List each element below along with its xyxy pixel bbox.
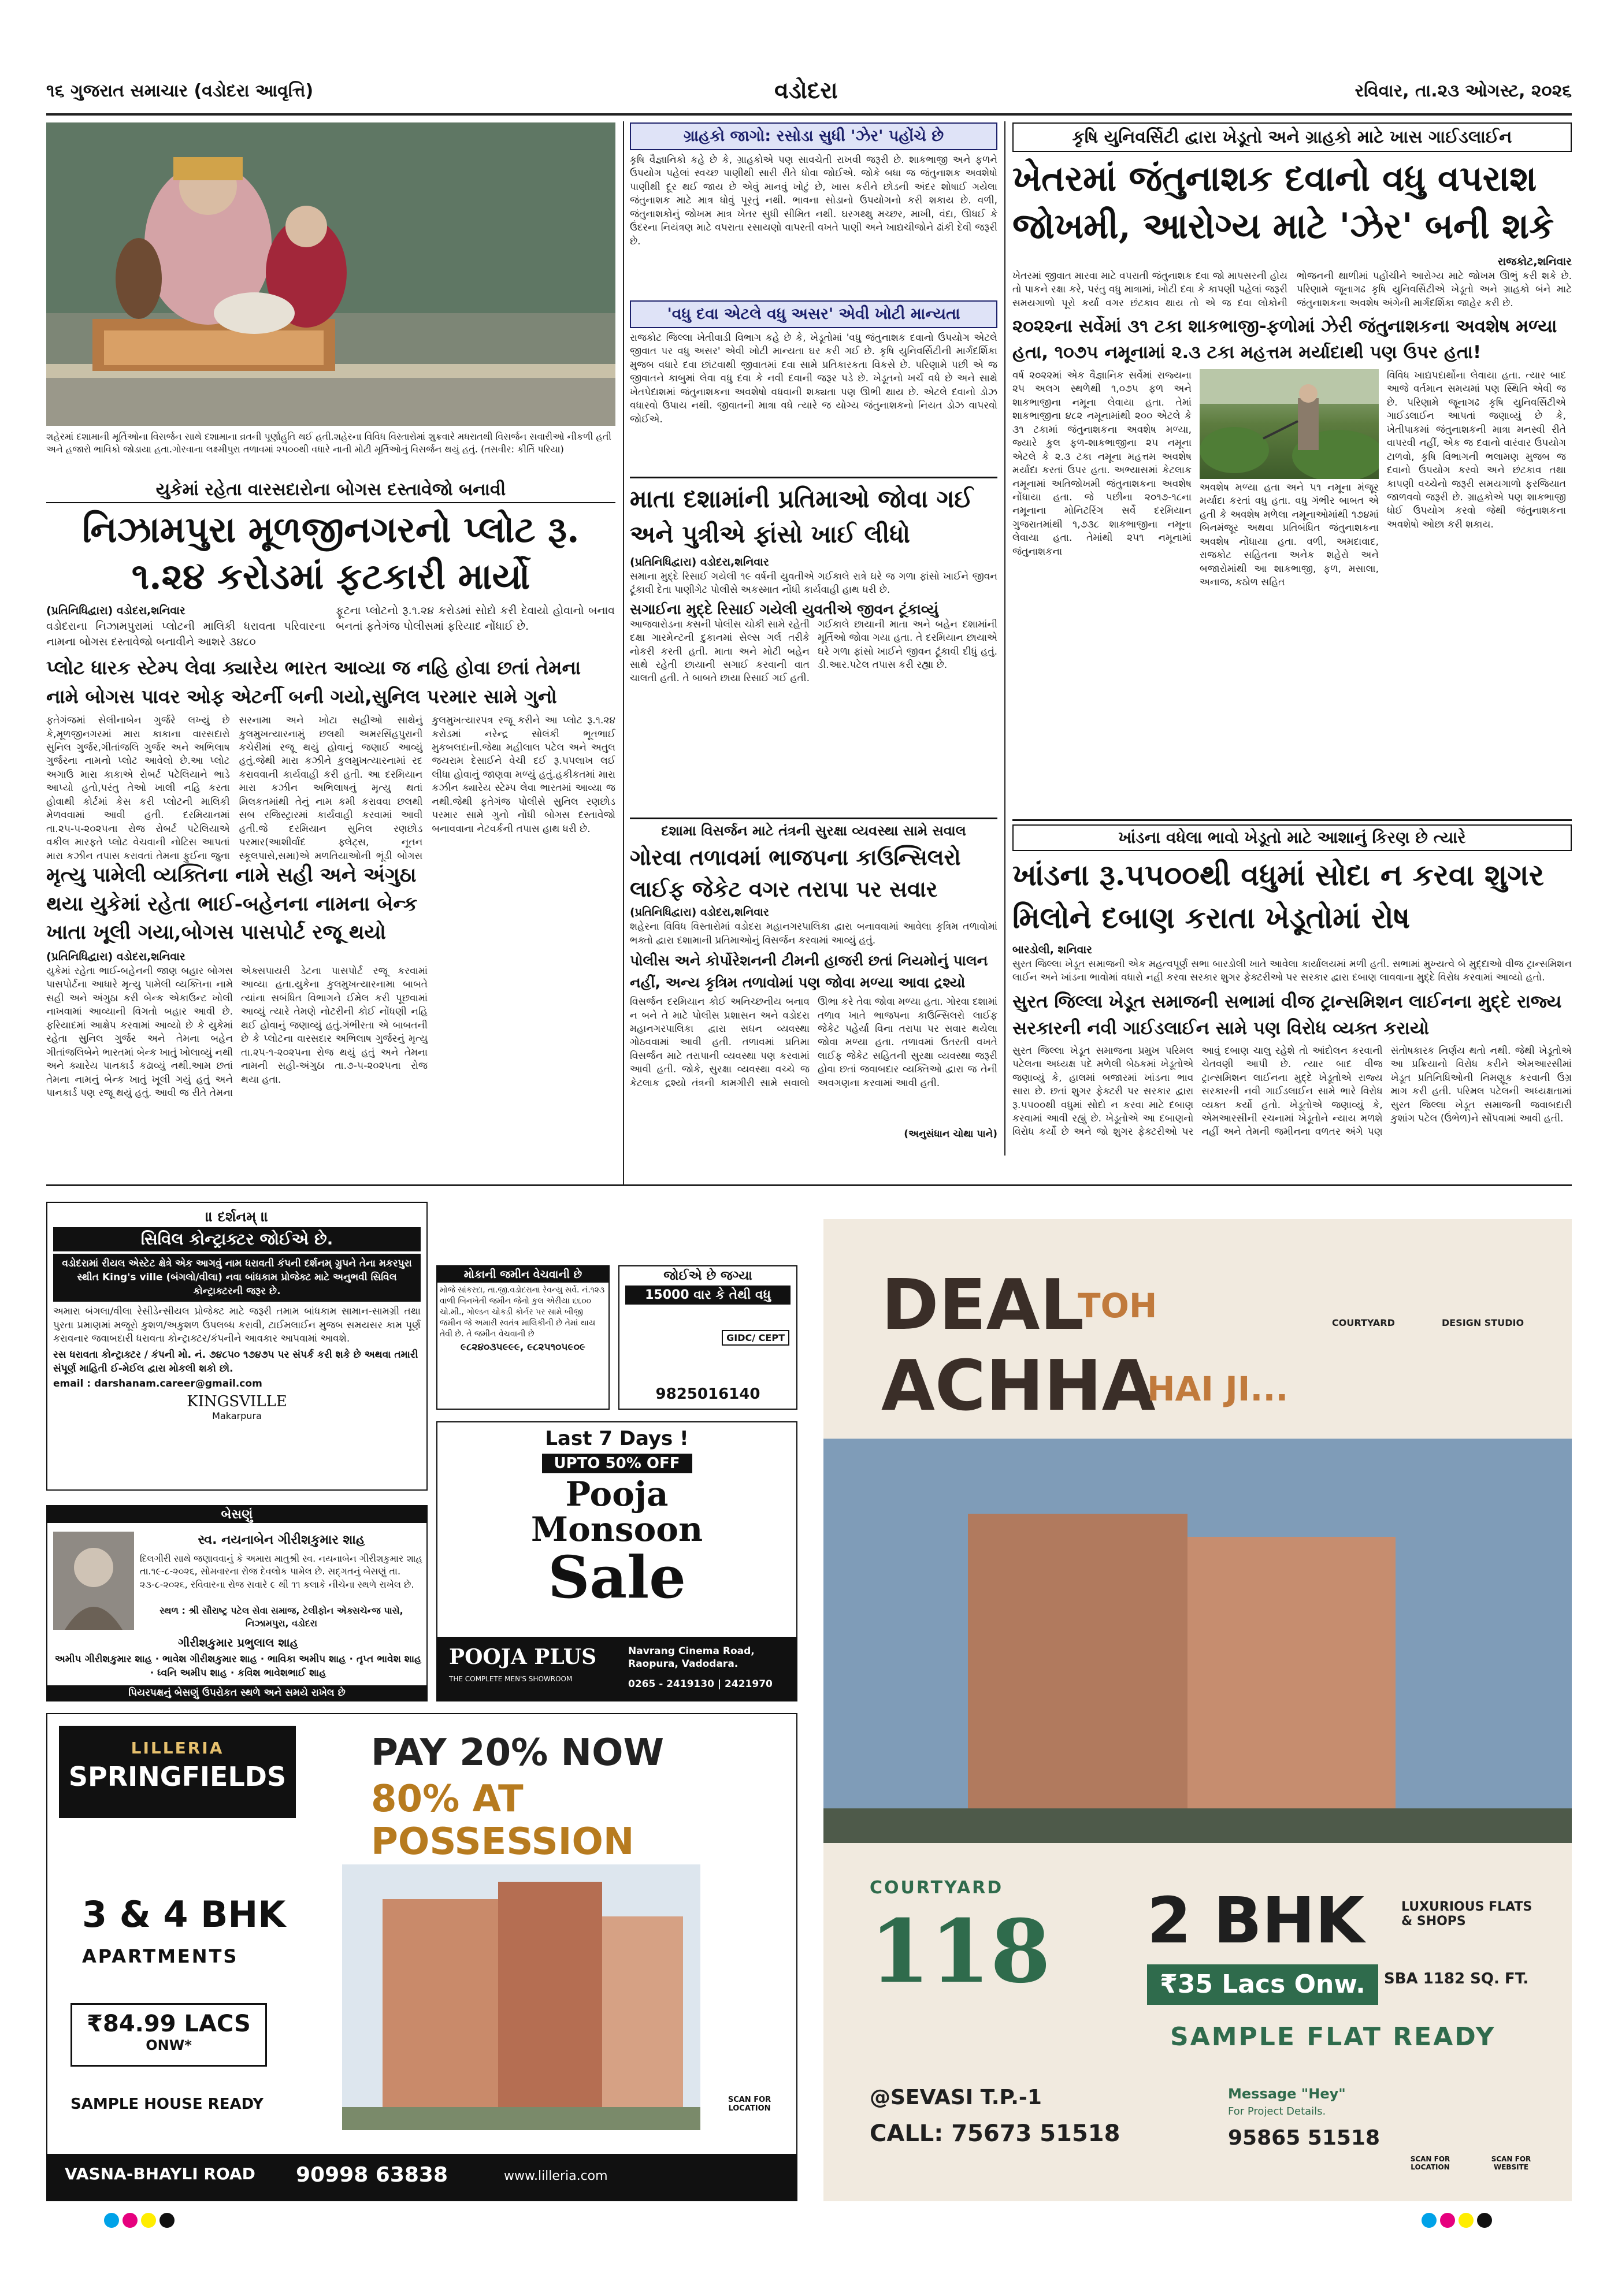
registration-dot	[1422, 2213, 1437, 2228]
immersion-photo	[46, 122, 615, 426]
lead-body1: ખેતરમાં જીવાત મારવા માટે વપરાતી જંતુનાશક દવા જો માપસરની હોય તો પાકને રક્ષા કરે, પરંતુ વધુ માત્રામાં, ખોટી દવા કે કાપણી પહેલાં જરૂરી સમયગાળો પૂરો કર્યા વગર છંટકાવ થાય તો એ જ દવા લોકોની ભોજનની થાળીમાં પહોંચીને આરોગ્ય માટે જોખમ ઊભું કરી શકે છે. પરિણામે જૂનાગઢ કૃષિ યુનિવર્સિટીએ ખેડૂતો અને ગ્રાહકો બંને માટે જંતુનાશકના અવશેષ અંગેની માર્ગદર્શિકા જાહેર કરી છે.	[1012, 270, 1572, 309]
pooja-brand-sub: THE COMPLETE MEN'S SHOWROOM	[449, 1675, 573, 1683]
city-name: વડોદરા	[774, 77, 838, 104]
story6-headline: ગોરવા તળાવમાં ભાજપના કાઉન્સિલરો લાઈફ જેકેટ વગર તરાપા પર સવાર	[630, 844, 961, 902]
story1-body1b: ફૂટના પ્લોટનો રૂ.૧.૨૪ કરોડમાં સોદો કરી દેવાયો હોવાનો બનાવ બનતાં ફતેગંજ પોલીસમાં ફરિયાદ નોંધાઈ છે.	[336, 604, 615, 633]
story7-kicker: ખાંડના વધેલા ભાવો ખેડૂતો માટે આશાનું કિરણ છે ત્યારે	[1012, 824, 1572, 851]
lilleria-apartments: APARTMENTS	[82, 1945, 239, 1967]
story4-kicker: 'વધુ દવા એટલે વધુ અસર' એવી ખોટી માન્યતા	[630, 300, 997, 328]
lilleria-sample: SAMPLE HOUSE READY	[70, 2096, 264, 2113]
courtyard-project: COURTYARD	[870, 1878, 1004, 1898]
story7-headline: ખાંડના રૂ.૫૫૦૦થી વધુમાં સોદા ન કરવા શુગર મિલોને દબાણ કરાતા ખેડૂતોમાં રોષ	[1012, 858, 1544, 935]
kingsville-place: Makarpura	[212, 1410, 262, 1422]
story5-body1: સમાના મુદ્દે રિસાઈ ગયેલી ૧૯ વર્ષની યુવતીએ ગઈકાલે રાત્રે ઘરે જ ગળા ફાંસો ખાઈને જીવન ટૂંકાવી દેતા પાણીગેટ પોલીસે અકસ્માત નોંધી કાર્યવાહી હાથ ધરી છે.	[630, 570, 997, 596]
lilleria-brand-top: LILLERIA	[131, 1738, 224, 1758]
pooja-title2: Monsoon	[530, 1509, 703, 1549]
courtyard-brand: COURTYARD	[1332, 1317, 1395, 1328]
darshanam-ad	[46, 1202, 428, 1491]
courtyard-building	[823, 1439, 1572, 1843]
pooja-address: Navrang Cinema Road, Raopura, Vadodara.	[628, 1645, 755, 1670]
obituary-family: ગીરીશકુમાર પ્રભુલાલ શાહ	[178, 1636, 298, 1649]
courtyard-sample: SAMPLE FLAT READY	[1170, 2022, 1496, 2052]
darshanam-title: ॥ દર્શનમ્ ॥	[205, 1209, 269, 1225]
lilleria-bhk: 3 & 4 BHK	[82, 1893, 286, 1935]
story7	[1012, 819, 1572, 1224]
story6-subhead: પોલીસ અને કોર્પોરેશનની ટીમની હાજરી છતાં નિયમોનું પાલન નહીં, અન્ય કૃત્રિમ તળાવોમાં પણ જોવા મળ્યા આવા દ્રશ્યો	[630, 952, 988, 991]
header-rule	[46, 113, 1572, 116]
registration-dot	[159, 2213, 175, 2228]
land-body: મોજે સાંકરદા, તા.જી.વડોદરાના રેવન્યુ સર્વે. નં.૧૨૩ વાળી બિનખેતી જમીન જેનો કુલ એરીયા ૬૬૦૦ ચો.મી., ગોલ્ડન ચોકડી કોર્નર પર સામે બીજી જમીન જે અમારી સ્વતંત્ર માલિકીની છે તેમાં થાય તેવી છે. તે જમીન વેચવાની છે	[440, 1286, 605, 1339]
courtyard-call[interactable]: CALL: 75673 51518	[870, 2120, 1120, 2147]
photo-caption: શહેરમાં દશામાની મૂર્તિઓના વિસર્જન સાથે દશામાના વ્રતની પૂર્ણાહુતિ થઈ હતી.શહેરના વિવિધ વિસ્તારોમાં શુક્રવારે મધરાતથી વિસર્જન સવારીઓ નીકળી હતી અને હજારો ભાવિકો જોડાયા હતા.ગોરવાના લક્ષ્મીપુરા તળાવમાં ૨૫૦૦થી વધારે નાની મોટી મૂર્તિઓનું વિસર્જન થયું હતું. (તસવીર: કીર્તિ પરિયા)	[46, 431, 611, 455]
space-phone: 9825016140	[655, 1385, 760, 1403]
pooja-brand: POOJA PLUS	[449, 1645, 597, 1669]
registration-dot	[141, 2213, 156, 2228]
lead-body3: અવશેષ મળ્યા હતા અને ૫૧ નમૂના મંજૂર મર્યાદા કરતાં વધુ હતા. વધુ ગંભીર બાબત એ હતી કે અવશેષ મળેલા નમૂનાઓમાંથી ૧૭૪માં બિનમંજૂર અથવા પ્રતિબંધિત જંતુનાશકના અવશેષ નોંધાયા હતા. વળી, અમદાવાદ, રાજકોટ સહિતના અનેક શહેરો અને બજારોમાંથી આ શાકભાજી, ફળ, મસાલા, અનાજ, કઠોળ સહિત	[1200, 481, 1379, 589]
story6	[630, 818, 997, 1140]
story7-dateline: બારડોલી, શનિવાર	[1012, 943, 1092, 956]
darshanam-body: વડોદરામાં રીયલ એસ્ટેટ ક્ષેત્રે એક આગવું નામ ધરાવતી કંપની દર્શનમ્ ગ્રુપને તેના મકરપુરા સ્થીત King's ville (બંગલો/વીલા) નવા બાંધકામ પ્રોજેક્ટ માટે અનુભવી સિવિલ કોન્ટ્રાક્ટરની જરૂર છે.	[53, 1254, 421, 1302]
space-wanted-ad	[618, 1265, 797, 1410]
courtyard-message-sub: For Project Details.	[1228, 2105, 1326, 2117]
registration-dot	[1440, 2213, 1455, 2228]
courtyard-deal2: TOH	[1078, 1286, 1157, 1325]
courtyard-deal1: DEAL	[881, 1265, 1084, 1346]
story3-body: કૃષિ વૈજ્ઞાનિકો કહે છે કે, ગ્રાહકોએ પણ સાવચેતી રાખવી જરૂરી છે. શાકભાજી અને ફળને ઉપયોગ પહેલાં સ્વચ્છ પાણીથી સારી રીતે ધોવા જોઈએ. જોકે બધા જ જંતુનાશક અવશેષો પાણીથી દૂર થઈ જાય છે એવું માનવું ખોટું છે, ખાસ કરીને છોડની અંદર શોષાઈ ગયેલા જંતુનાશક માટે માત્ર ધોવું પૂરતું નથી. ભાવના સોડાનો ઉપયોગનો કરી શકાય છે. વળી, જંતુનાશકોનું જોખમ માત્ર ખેતર સુધી સીમિત નથી. ઘરગથ્થુ મચ્છર, માખી, વંદા, ઊધઈ કે ઉંદરના નિયંત્રણ માટે વપરાતા રસાયણો વાપરતી વખતે પાણી અને ખાદ્યચીજોને ઢાંકી દેવી જરૂરી છે.	[630, 154, 997, 247]
lilleria-logo	[59, 1726, 296, 1818]
darshanam-body2: અમારા બંગલા/વીલા રેસીડેન્સીયલ પ્રોજેક્ટ માટે જરૂરી તમામ બાંધકામ સામાન-સામગ્રી તથા પુરતા પ્રમાણમાં મજૂરો કુશળ/અકુશળ ઉપલબ્ધ કરાવી, ટાઈમલાઈન મુજબ સમયસર કામ પૂર્ણ કરાવનાર જવાબદારી ધરાવતા કોન્ટ્રાક્ટર/કંપનીને આવકાર આપવામાં આવશે.	[53, 1306, 421, 1345]
story1-dateline: (પ્રતિનિધિદ્વારા) વડોદરા,શનિવાર	[46, 604, 185, 618]
lilleria-building	[342, 1864, 700, 2130]
story2-headline: મૃત્યુ પામેલી વ્યક્તિના નામે સહી અને અંગુઠા થયા યુકેમાં રહેતા ભાઈ-બહેનના નામના બેન્ક ખાતા ખૂલી ગયા,બોગસ પાસપોર્ટ રજૂ થયો	[46, 863, 418, 945]
lilleria-scan: SCAN FOR LOCATION	[728, 2096, 771, 2113]
story7-body2: સુરત જિલ્લા ખેડૂત સમાજના પ્રમુખ પરિમલ પટેલના અધ્યક્ષ પદે મળેલી બેઠકમાં ખેડૂતોએ જણાવ્યું કે, હાલમાં બજારમાં ખાંડના ભાવ સારા છે. છતાં શુગર ફેક્ટરી પર સરકાર દ્વારા રૂ.૫૫૦૦થી વધુમાં સોદો ન કરવા માટે દબાણ કરવામાં આવી રહ્યું છે. ખેડૂતોએ આ દબાણનો વિરોધ કર્યો છે અને જો શુગર ફેક્ટરીઓ પર આવું દબાણ ચાલુ રહેશે તો આંદોલન કરવાની ચેતવણી આપી છે. ત્યાર બાદ વીજ ટ્રાન્સમિશન લાઈનના મુદ્દે ખેડૂતોએ રાજ્ય સરકારની નવી ગાઈડલાઈન સામે ભારે વિરોધ વ્યક્ત કર્યો હતો. ખેડૂતોએ જણાવ્યું કે, એમઆરસીની રચનામાં ખેડૂતોને ન્યાય મળશે નહીં અને તેમની જમીનના વળતર અંગે પણ સંતોષકારક નિર્ણય થતો નથી. જેથી ખેડૂતોએ આ પ્રક્રિયાનો વિરોધ કરીને એમઆરસીમાં ખેડૂત પ્રતિનિધિઓની નિમણૂક કરવાની ઉગ્ર માગ કરી હતી. પરિમલ પટેલની અધ્યક્ષતામાં સુરત જિલ્લા ખેડૂત સમાજની જવાબદારી કુશાંગ પટેલ (ઉંભેળ)ને સોંપવામાં આવી હતી.	[1012, 1045, 1572, 1138]
story1-headline: નિઝામપુરા મૂળજીનગરનો પ્લોટ રૂ. ૧.૨૪ કરોડમાં ફટકારી માર્યો	[82, 508, 580, 597]
story5-body2: આજવારોડના કસની પોલીસ ચોકી સામે રહેતી દક્ષા ગારમેન્ટની દુકાનમાં સેલ્સ ગર્લ તરીકે નોકરી કરતી હતી. માતા અને મોટી બહેન સાથે રહેતી છાયાની સગાઈ કરવાની વાત ચાલતી હતી. તે બાબતે છાયા રિસાઈ ગઈ હતી. ગઈકાલે છાયાની માતા અને બહેન દશામાંની મૂર્તિઓ જોવા ગયા હતા. તે દરમિયાન છાયાએ ઘરે ગળા ફાંસો ખાઈને જીવન ટૂંકાવી દીધું હતું. ડી.આર.પટેલ તપાસ કરી રહ્યા છે.	[630, 618, 997, 685]
pooja-sale-ad	[436, 1421, 797, 1701]
story6-body1: શહેરના વિવિધ વિસ્તારોમાં વડોદરા મહાનગરપાલિકા દ્વારા બનાવવામાં આવેલા કૃત્રિમ તળાવોમાં ભક્તો દ્વારા દશામાની પ્રતિમાઓનું વિસર્જન કરવામાં આવ્યું હતું.	[630, 921, 997, 946]
darshanam-contact: રસ ધરાવતા કોન્ટ્રાક્ટર / કંપની મો. નં. ૭૪૮૫૦ ૧૭૪૭૫ પર સંપર્ક કરી શકે છે અથવા તમારી સંપૂર્ણ માહિતી ઈ-મેઈલ દ્વારા મોકલી શકો છો.	[53, 1348, 418, 1374]
courtyard-number: 118	[870, 1901, 1051, 2003]
courtyard-bhk: 2 BHK	[1147, 1883, 1364, 1957]
lilleria-price-sub: ONW*	[146, 2037, 192, 2053]
story3-kicker: ગ્રાહકો જાગો: રસોડા સુધી 'ઝેર' પહોંચે છે	[630, 122, 997, 150]
lilleria-phone[interactable]: 90998 63838	[296, 2163, 448, 2187]
story5-headline: માતા દશામાંની પ્રતિમાઓ જોવા ગઈ અને પુત્રીએ ફાંસો ખાઈ લીધો	[630, 485, 973, 548]
story2-dateline: (પ્રતિનિધિદ્વારા) વડોદરા,શનિવાર	[46, 950, 185, 964]
courtyard-brand2: DESIGN STUDIO	[1442, 1317, 1524, 1328]
lilleria-offer2: 80% AT POSSESSION	[371, 1778, 634, 1863]
courtyard-bhk-sub: LUXURIOUS FLATS & SHOPS	[1401, 1900, 1532, 1929]
lead-story	[1012, 122, 1572, 635]
obituary-heading: બેસણું	[47, 1506, 426, 1523]
pooja-title1: Pooja	[565, 1474, 669, 1514]
space-title: જોઈએ છે જગ્યા	[663, 1269, 752, 1283]
story1-kicker: યુકેમાં રહેતા વારસદારોના બોગસ દસ્તાવેજો બનાવી	[46, 480, 615, 503]
pooja-upto: UPTO 50% OFF	[542, 1454, 692, 1473]
story4-body: રાજકોટ જિલ્લા ખેતીવાડી વિભાગ કહે છે કે, ખેડૂતોમાં 'વધુ જંતુનાશક દવાનો ઉપયોગ એટલે જીવાત પર વધુ અસર' એવી ખોટી માન્યતા ઘર કરી ગઈ છે. કૃષિ યુનિવર્સિટીની માર્ગદર્શિકા મુજબ વધારે દવા છાંટવાથી જીવાતમાં દવા સામે પ્રતિકારકતા વિકસે છે. પરિણામે પછી એ જ જીવાતને કાબુમાં લેવા વધુ દવા કે નવી દવાની જરૂર પડે છે. ખેડૂતનો ખર્ચ વધે છે અને સાથે ખેતપેદાશમાં જંતુનાશકના અવશેષો વધવાની શક્યતા પણ ઊભી થાય છે. એટલે દવાનો ડોઝ વધારવો ઉપાય નથી. જીવાતની માત્રા વધે ત્યારે જ યોગ્ય જંતુનાશકનો નિયત ડોઝ વાપરવો જોઈએ.	[630, 332, 997, 425]
portrait-icon	[53, 1532, 134, 1630]
lilleria-web[interactable]: www.lilleria.com	[504, 2169, 608, 2183]
courtyard-deal3: ACHHA	[881, 1346, 1156, 1426]
obituary-ad	[46, 1505, 428, 1701]
story2	[46, 861, 428, 1156]
registration-dot	[1459, 2213, 1474, 2228]
lead-body4: વિવિધ ખાદ્યપદાર્થોના લેવાયા હતા. ત્યાર બાદ આજે વર્તમાન સમયમાં પણ સ્થિતિ એવી જ છે. પરિણામે જૂનાગઢ કૃષિ યુનિવર્સિટીએ ગાઈડલાઈન આપતાં જણાવ્યું છે કે, ખેતીપાકમાં જંતુનાશકની માત્રા મનસ્વી રીતે વાપરવી નહીં, એક જ દવાનો વારંવાર ઉપયોગ ટાળવો, કૃષિ વિભાગની ભલામણ મુજબ જ દવાનો ઉપયોગ કરવો અને છંટકાવ તથા કાપણી વચ્ચેનો જરૂરી સમયગાળો ફરજિયાત જાળવવો જરૂરી છે. ગ્રાહકોએ પણ શાકભાજી ધોઈ ઉપયોગ કરવો જેથી જંતુનાશકના અવશેષો ઓછા કરી શકાય.	[1387, 369, 1566, 530]
page-header	[46, 77, 1572, 107]
space-badge: GIDC/ CEPT	[722, 1330, 789, 1346]
obituary-names: અમીપ ગીરીશકુમાર શાહ · ભાવેશ ગીરીશકુમાર શાહ · ભાવિકા અમીપ શાહ · તૃપ્ત ભાવેશ શાહ · ધ્વનિ અમીપ શાહ · કવિશ ભાવેશભાઈ શાહ	[54, 1654, 422, 1679]
obituary-footer: પિયરપક્ષનું બેસણું ઉપરોકત સ્થળે અને સમયે રાખેલ છે	[47, 1685, 426, 1700]
column-divider	[623, 121, 624, 1184]
ads-rule	[46, 1184, 1572, 1186]
lead-kicker: કૃષિ યુનિવર્સિટી દ્વારા ખેડૂતો અને ગ્રાહકો માટે ખાસ ગાઈડલાઈન	[1012, 122, 1572, 152]
registration-dot	[104, 2213, 119, 2228]
pooja-last-days: Last 7 Days !	[545, 1427, 689, 1450]
registration-dot	[123, 2213, 138, 2228]
column-divider	[1004, 121, 1005, 1156]
story7-subhead: સુરત જિલ્લા ખેડૂત સમાજની સભામાં વીજ ટ્રાન્સમિશન લાઈનના મુદ્દે રાજ્ય સરકારની નવી ગાઈડલાઈન સામે પણ વિરોધ વ્યક્ત કરાયો	[1012, 991, 1562, 1039]
lilleria-price: ₹84.99 LACS	[87, 2011, 251, 2037]
lilleria-price-box	[70, 2003, 267, 2067]
registration-dot	[1477, 2213, 1492, 2228]
courtyard-message: Message "Hey"	[1228, 2086, 1346, 2102]
lilleria-location: VASNA-BHAYLI ROAD	[65, 2164, 255, 2183]
lead-subhead: ૨૦૨૨ના સર્વેમાં ૩૧ ટકા શાકભાજી-ફળોમાં ઝેરી જંતુનાશકના અવશેષ મળ્યા હતા, ૧૦૭૫ નમૂનામાં ૨.૩ ટકા મહત્તમ મર્યાદાથી પણ ઉપર હતા!	[1012, 316, 1557, 363]
farmer-spraying-illustration	[1200, 369, 1379, 479]
story5	[630, 477, 997, 740]
story2-body: યુકેમાં રહેતા ભાઈ-બહેનની જાણ બહાર બોગસ પાસપોર્ટના આધારે મૃત્યુ પામેલી વ્યક્તિના નામે સહી અને અંગુઠા કરી બેન્ક એકાઉન્ટ ખોલી નાખવામાં આવ્યાની વિગતો બહાર આવી છે. ફરિયાદમાં આક્ષેપ કરવામાં આવ્યો છે કે યુકેમાં રહેતા સુનિલ ગુર્જર અને તેમના બહેન ગીતાંજલિબેને ભારતમાં બેન્ક ખાતું ખોલાવ્યું નથી અને ક્યારેય પાનકાર્ડ કઢાવ્યું નથી.આમ છતાં તેમના નામનું બેન્ક ખાતું ખૂલી ગયું હતું અને પાનકાર્ડ પણ રજૂ થયું હતું. આવી જ રીતે તેમના એક્સપાયરી ડેટના પાસપોર્ટ રજૂ કરવામાં આવ્યા હતા.યુકેના કુલમુખત્યારનામા બાબતે ત્યાંના સબંધિત વિભાગને ઈમેલ કરી પૂછવામાં આવ્યું ત્યારે તેમણે નોટરીની કોઈ નોંધણી નહિ થઈ હોવાનું જણાવ્યું હતું.ગંભીરતા એ બાબતની છે કે પ્લોટના વારસદાર અભિલાષ ગુર્જરનું મૃત્યુ તા.૨૫-૧-૨૦૨૫ના રોજ થયું હતું અને તેમના નામની સહી-અંગુઠા તા.૭-૫-૨૦૨૫ના રોજ થયા હતા.	[46, 965, 428, 1099]
obituary-photo	[53, 1532, 134, 1630]
obituary-body: દિલગીરી સાથે જણાવવાનું કે અમારા માતુશ્રી સ્વ. નયનાબેન ગીરીશકુમાર શાહ તા.૧૯-૮-૨૦૨૬, સોમવારના રોજ દેવલોક પામેલ છે. સદ્ગતનું બેસણું તા. ૨૩-૮-૨૦૨૬, રવિવારના રોજ સવારે ૯ થી ૧૧ કલાકે નીચેના સ્થળે રાખેલ છે.	[140, 1553, 422, 1590]
lead-dateline: રાજકોટ,શનિવાર	[1497, 255, 1572, 268]
courtyard-scan-website: SCAN FOR WEBSITE	[1491, 2155, 1531, 2171]
land-ad	[436, 1265, 610, 1410]
land-phone: ૯૮૨૪૦૩૫૯૯૯, ૯૮૨૫૧૦૫૯૦૯	[461, 1342, 585, 1354]
story6-dateline: (પ્રતિનિધિદ્વારા) વડોદરા,શનિવાર	[630, 906, 769, 919]
courtyard-ad	[823, 1219, 1572, 2201]
building-illustration	[342, 1864, 700, 2130]
story7-body1: સુરત જિલ્લા ખેડૂત સમાજની એક મહત્વપૂર્ણ સભા બારડોલી ખાતે આવેલા કાર્યાલયમાં મળી હતી. સભામાં મુખ્યત્વે બે મુદ્દાઓ વીજ ટ્રાન્સમિશન લાઈન અને ખાંડના ભાવોમાં વધારો નહી કરવા સરકાર શુગર ફેક્ટરીઓ પર સરકાર દ્વારા દબાણ લાવવાના મુદ્દે વિરોધ કરવામાં આવ્યો હતો.	[1012, 958, 1572, 984]
lead-headline: ખેતરમાં જંતુનાશક દવાનો વધુ વપરાશ જોખમી, આરોગ્ય માટે 'ઝેર' બની શકે	[1012, 158, 1554, 247]
courtyard-location: @SEVASI T.P.-1	[870, 2086, 1042, 2109]
lilleria-brand-main: SPRINGFIELDS	[68, 1761, 287, 1792]
courtyard-building-illustration	[823, 1439, 1572, 1843]
darshanam-email[interactable]: email : darshanam.career@gmail.com	[53, 1378, 262, 1390]
story1-subhead: પ્લોટ ધારક સ્ટેમ્પ લેવા ક્યારેય ભારત આવ્યા જ નહિ હોવા છતાં તેમના નામે બોગસ પાવર ઓફ એટર્ની બની ગયો,સુનિલ પરમાર સામે ગુનો	[46, 656, 581, 708]
story1-body1: વડોદરાના નિઝામપુરામાં પ્લોટની માલિકી ધરાવતા પરિવારના નામના બોગસ દસ્તાવેજો બનાવીને આશરે ૩૪૮૦	[46, 620, 325, 649]
story6-body2: વિસર્જન દરમિયાન કોઈ અનિચ્છનીય બનાવ ન બને તે માટે પોલીસ પ્રશાસન અને વડોદરા મહાનગરપાલિકા દ્વારા સઘન વ્યવસ્થા ગોઠવવામાં આવી હતી. તળાવમાં પ્રતિમા વિસર્જન માટે તરાપાની વ્યવસ્થા પણ કરવામાં આવી હતી. જોકે, સુરક્ષા વ્યવસ્થા વચ્ચે જ કેટલાક દ્રશ્યો તંત્રની કામગીરી સામે સવાલો ઊભા કરે તેવા જોવા મળ્યા હતા. ગોરવા દશામાં તળાવ ખાતે ભાજપના કાઉન્સિલરો લાઈફ જેકેટ પહેર્યા વિના તરાપા પર સવાર થયેલા જોવા મળ્યા હતા. તળાવમાં ઉતરતી વખતે લાઈફ જેકેટ સહિતની સુરક્ષા વ્યવસ્થા જરૂરી હોવા છતાં જવાબદાર વ્યક્તિઓ દ્વારા જ તેની અવગણના કરવામાં આવી હતી.	[630, 996, 997, 1089]
kingsville-logo: KINGSVILLE	[187, 1393, 287, 1411]
farm-photo	[1200, 369, 1379, 479]
issue-date: રવિવાર, તા.૨૩ ઓગસ્ટ, ૨૦૨૬	[1354, 81, 1572, 101]
courtyard-scan-location: SCAN FOR LOCATION	[1410, 2155, 1450, 2171]
courtyard-price: ₹35 Lacs Onw.	[1147, 1964, 1378, 2005]
obituary-place: સ્થળ : શ્રી સૌરાષ્ટ્ર પટેલ સેવા સમાજ, ટેલીફોન એક્સચેન્જ પાસે, નિઝામપુરા, વડોદરા	[159, 1605, 403, 1629]
obituary-name: સ્વ. નયનાબેન ગીરીશકુમાર શાહ	[198, 1533, 365, 1547]
story4	[630, 300, 997, 426]
pooja-phone: 0265 - 2419130 | 2421970	[628, 1678, 773, 1690]
space-body: 15000 વાર કે તેથી વધુ	[625, 1286, 791, 1305]
courtyard-sba: SBA 1182 SQ. FT.	[1384, 1970, 1529, 1987]
darshanam-subtitle: સિવિલ કોન્ટ્રાક્ટર જોઈએ છે.	[53, 1227, 421, 1251]
courtyard-deal4: HAI JI...	[1147, 1369, 1289, 1409]
lead-body2: વર્ષ ૨૦૨૨માં એક વૈજ્ઞાનિક સર્વેમાં રાજ્યના ૨૫ અલગ સ્થળેથી ૧,૦૭૫ ફળ અને શાકભાજીના નમૂના લેવાયા હતા. તેમાં શાકભાજીના ૪૮૨ નમૂનામાંથી ૨૦૦ એટલે કે ૩૧ ટકામાં જંતુનાશકના અવશેષ મળ્યા, જ્યારે કુલ ફળ-શાકભાજીના ૨૫ નમૂના એટલે કે ૨.૩ ટકા નમૂના મહત્તમ અવશેષ મર્યાદા કરતાં ઉપર હતા. અભ્યાસમાં કેટલાક નમૂનામાં અતિજોખમી જંતુનાશકના અવશેષ નોંધાયા હતા. જે પછીના ૨૦૧૭-૧૮ના નમૂનાના મોનિટરિંગ સર્વે દરમિયાન ગુજરાતમાંથી ૧,૭૩૮ શાકભાજીના નમૂના લેવાયા હતા. તેમાંથી ૨૫૧ નમૂનામાં જંતુનાશકના	[1012, 369, 1192, 558]
story6-continued: (અનુસંધાન ચોથા પાને)	[904, 1128, 997, 1140]
story3	[630, 122, 997, 248]
lilleria-ad	[46, 1713, 797, 2201]
courtyard-whatsapp[interactable]: 95865 51518	[1228, 2126, 1381, 2150]
story5-subhead: સગાઈના મુદ્દે રિસાઈ ગયેલી યુવતીએ જીવન ટૂંકાવ્યું	[630, 600, 938, 618]
lilleria-offer1: PAY 20% NOW	[371, 1732, 665, 1774]
story1-body2: ફતેગંજમાં સેલીનાબેન ગુર્જરે લખ્યું છે કે,મૂળજીનગરમાં મારા કાકાના વારસદારો સુનિલ ગુર્જર,ગીતાંજલિ ગુર્જર અને અભિલાષ ગુર્જરના નામનો પ્લોટ આવેલો છે.આ પ્લોટ અગાઉ મારા કાકાએ રોબર્ટ પટેલિયાને ભાડે આપ્યો હતો,પરંતુ તેઓ ખાલી નહિ કરતા હોવાથી કોર્ટમાં કેસ કરી પ્લોટની માલિકી મેળવવામાં આવી હતી. દરમિયાનમાં તા.૨૫-૫-૨૦૨૫ના રોજ રોબર્ટ પટેલિયાએ વકીલ મારફતે પ્લોટ વેચવાની નોટિસ આપતાં મારા કઝીન તપાસ કરાવતાં તેમના ફુઈના જુના સરનામા અને ખોટા સહીઓ સાથેનું કુલમુખત્યારનામું છલથી અમરસિંહપુરાની કચેરીમાં રજૂ થયું હોવાનું જણાઈ આવ્યું હતું.જેથી મારા કઝીને કુલમુખત્યારનામાં રદ કરાવવાની કાર્યવાહી કરી હતી. આ દરમિયાન મારા કઝીન અભિલાષનું મૃત્યુ થતાં મિલકતમાંથી તેનું નામ કમી કરાવવા છલથી સબ રજિસ્ટ્રારમાં કાર્યવાહી કરવામાં આવી હતી.જે દરમિયાન સુનિલ રણછોડ પરમાર(આશીર્વાદ ફ્લેટ્સ, નૂતન સ્કૂલપાસે,સમા)એ મળતિયાઓની ભૂંડી બોગસ કુલમુખત્યારપત્ર રજૂ કરીને આ પ્લોટ રૂ.૧.૨૪ કરોડમાં નરેન્દ્ર સોલંકી ભૂતભાઈ મુકબલદાની.જેથા મહીલાલ પટેલ અને અતુલ જયરામ દેસાઈને વેચી દઈ રૂ.૫૫લાખ લઈ લીધા હોવાનું જાણવા મળ્યું હતું.હકીકતમાં મારા કઝીન ક્યારેય સ્ટેમ્પ લેવા ભારતમાં આવ્યા જ નથી.જેથી ફતેગંજ પોલીસે સુનિલ રણછોડ પરમાર સામે ગુનો નોંધી બોગસ દસ્તાવેજો બનાવવાના નેટવર્કની તપાસ હાથ ધરી છે.	[46, 715, 615, 862]
pooja-title3: Sale	[548, 1543, 686, 1611]
story6-kicker: દશામા વિસર્જન માટે તંત્રની સુરક્ષા વ્યવસ્થા સામે સવાલ	[661, 823, 966, 839]
land-title: મોકાની જમીન વેચવાની છે	[437, 1266, 608, 1283]
page-label: ૧૬ ગુજરાત સમાચાર (વડોદરા આવૃત્તિ)	[46, 81, 314, 101]
story5-dateline: (પ્રતિનિધિદ્વારા) વડોદરા,શનિવાર	[630, 555, 769, 569]
photo-illustration	[46, 122, 615, 426]
